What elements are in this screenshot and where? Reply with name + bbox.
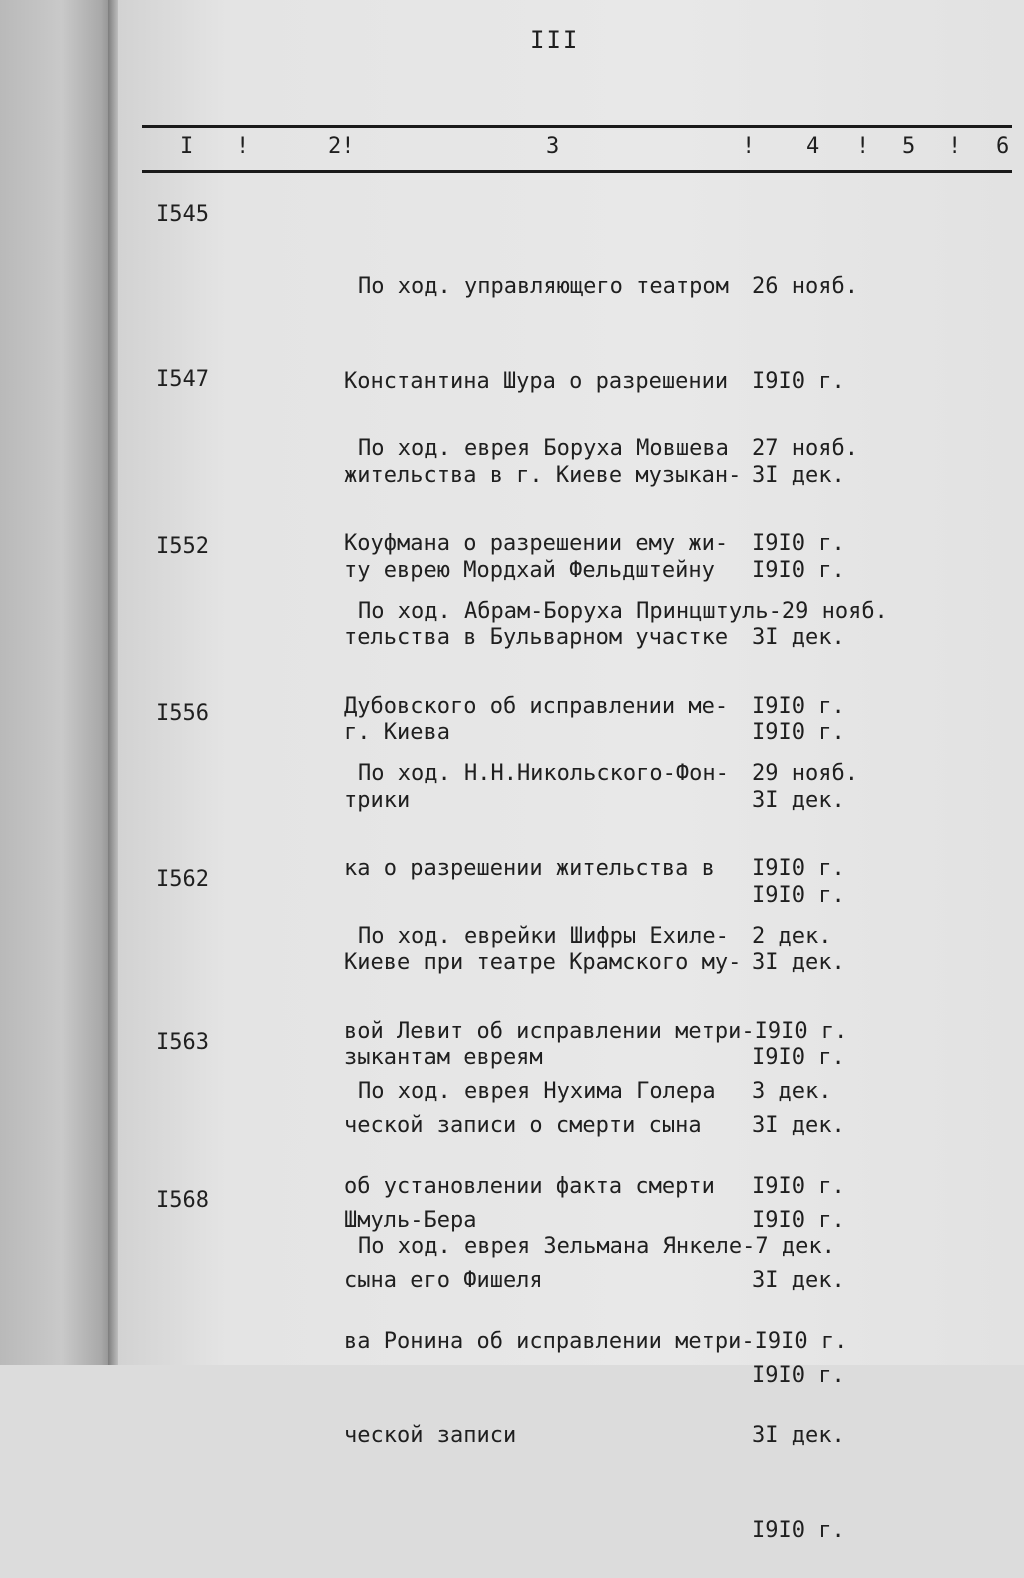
start-year: I9I0 г. (752, 693, 845, 719)
end-year: I9I0 г. (752, 1517, 845, 1543)
start-year: I9I0 г. (752, 368, 845, 394)
end-year: I9I0 г. (752, 1044, 845, 1070)
header-rule-top (142, 125, 1012, 128)
description-line: По ход. Н.Н.Никольского-Фон- (358, 761, 729, 786)
description-line: тельства в Бульварном участке (344, 625, 729, 650)
start-year: I9I0 г. (752, 1173, 845, 1199)
record-id: I547 (156, 367, 209, 392)
description-line: трики (344, 788, 411, 813)
description-line: Дубовского об исправлении ме- (344, 693, 729, 719)
page-number: III (530, 26, 580, 54)
description-line: зыкантам евреям (344, 1044, 543, 1070)
column-separator: ! (856, 134, 870, 159)
description-line: По ход. Абрам-Боруха Принцштуль-29 нояб. (358, 599, 888, 624)
facing-page-edge (0, 0, 112, 1365)
end-year: I9I0 г. (752, 1207, 845, 1233)
column-separator: ! (742, 134, 756, 159)
description-line: По ход. еврейки Шифры Ехиле- (358, 924, 729, 949)
description-line: ка о разрешении жительства в (344, 855, 715, 881)
end-year: I9I0 г. (752, 1362, 845, 1388)
record-dates (752, 1168, 845, 1578)
header-rule-bottom (142, 170, 1012, 173)
end-date: 3I дек. (752, 788, 845, 813)
description-line: По ход. еврея Боруха Мовшева (358, 436, 729, 461)
record-id: I568 (156, 1188, 209, 1213)
description-line: г. Киева (344, 719, 450, 745)
start-year: I9I0 г. (752, 855, 845, 881)
end-date: 3I дек. (752, 1113, 845, 1138)
start-date: 27 нояб. (752, 436, 858, 461)
start-date: 2 дек. (752, 924, 832, 949)
end-year: I9I0 г. (752, 557, 845, 583)
description-line: По ход. еврея Нухима Голера (358, 1079, 716, 1104)
end-date: 3I дек. (752, 1268, 845, 1293)
start-year: I9I0 г. (752, 530, 845, 556)
start-date: 29 нояб. (752, 761, 858, 786)
description-line: вой Левит об исправлении метри-I9I0 г. (344, 1018, 848, 1044)
description-line: По ход. управляющего театром (358, 274, 729, 299)
end-date: 3I дек. (752, 625, 845, 650)
description-line: По ход. еврея Зельмана Янкеле-7 дек. (358, 1234, 835, 1259)
column-header-1: I (180, 134, 194, 159)
book-gutter (108, 0, 118, 1365)
start-date: 3 дек. (752, 1079, 832, 1104)
description-line: сына его Фишеля (344, 1268, 543, 1293)
record-id: I563 (156, 1030, 209, 1055)
column-header-4: 4 (806, 134, 820, 159)
end-date: 3I дек. (752, 950, 845, 975)
start-date (752, 1231, 845, 1263)
column-header-6: 6 (996, 134, 1010, 159)
description-line: жительства в г. Киеве музыкан- (344, 463, 742, 488)
end-date: 3I дек. (752, 463, 845, 488)
description-line: ческой записи о смерти сына (344, 1113, 702, 1138)
column-separator: ! (948, 134, 962, 159)
column-header-2: 2! (328, 134, 355, 159)
record-id: I552 (156, 534, 209, 559)
record-id: I556 (156, 701, 209, 726)
description-line: Коуфмана о разрешении ему жи- (344, 530, 729, 556)
column-separator: ! (236, 134, 250, 159)
description-line: Константина Шура о разрешении (344, 368, 729, 394)
end-date: 3I дек. (752, 1423, 845, 1448)
start-date: 26 нояб. (752, 274, 858, 299)
description-line: Шмуль-Бера (344, 1207, 477, 1233)
description-line: ту еврею Мордхай Фельдштейну (344, 557, 715, 583)
record-id: I545 (156, 202, 209, 227)
end-year: I9I0 г. (752, 882, 845, 908)
start-date (752, 596, 845, 628)
column-header-3: 3 (546, 134, 560, 159)
description-line: Киеве при театре Крамского му- (344, 950, 742, 975)
description-line: об установлении факта смерти (344, 1173, 715, 1199)
end-year: I9I0 г. (752, 719, 845, 745)
description-line: ческой записи (344, 1423, 517, 1448)
record-id: I562 (156, 867, 209, 892)
column-header-5: 5 (902, 134, 916, 159)
description-line: ва Ронина об исправлении метри-I9I0 г. (344, 1328, 848, 1354)
start-year (752, 1326, 845, 1358)
